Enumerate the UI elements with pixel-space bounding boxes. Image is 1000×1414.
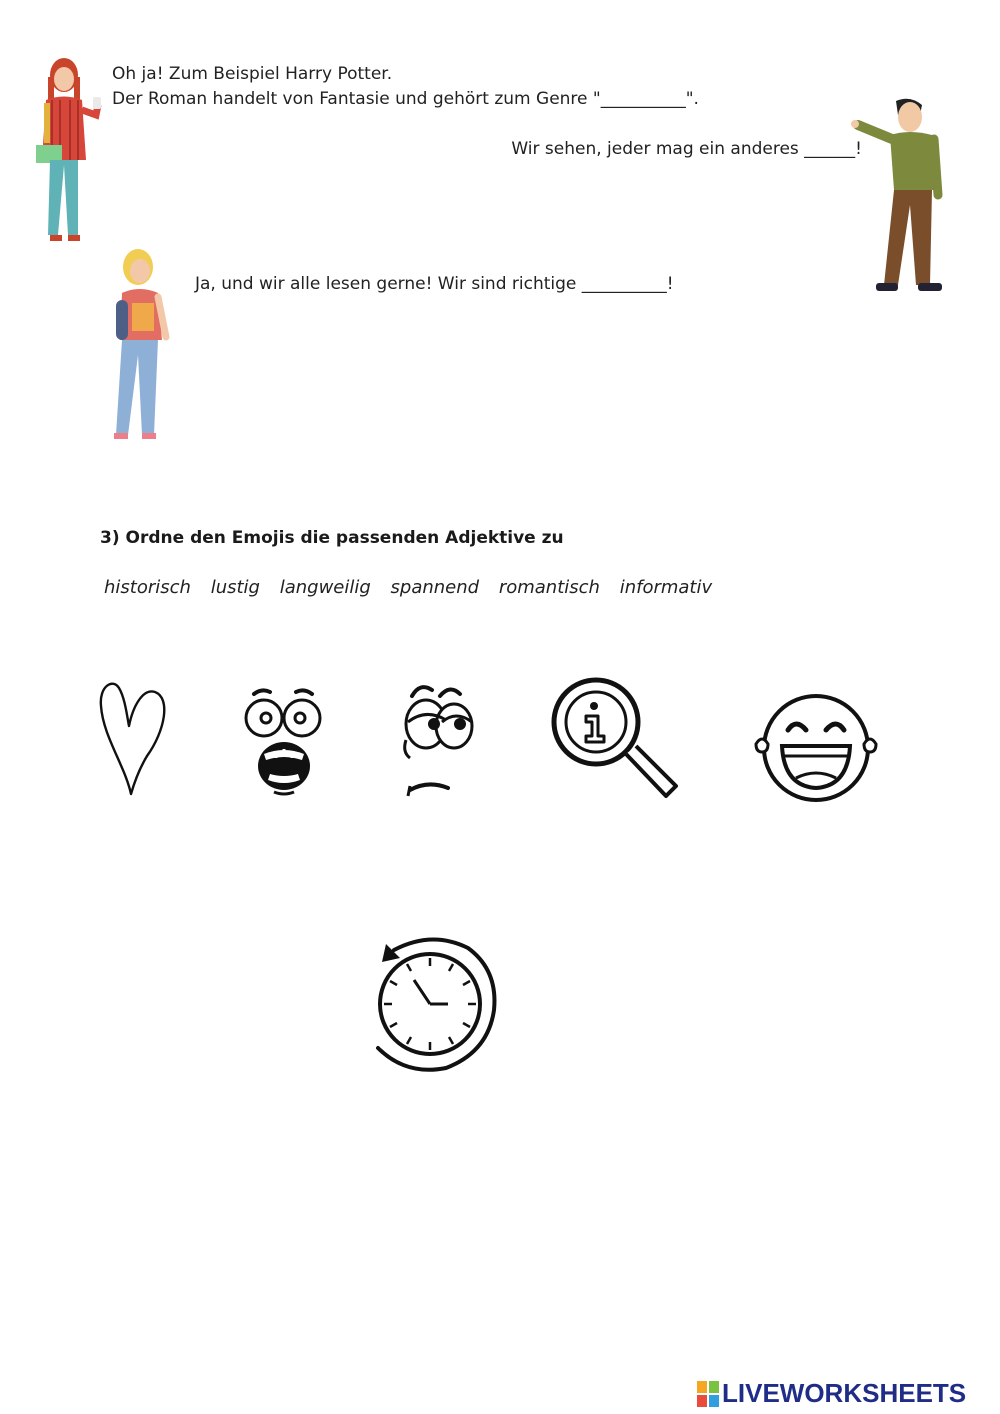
heart-icon	[95, 676, 173, 801]
dialogue-line-1: Oh ja! Zum Beispiel Harry Potter.	[112, 64, 393, 84]
dialogue-line-3: Wir sehen, jeder mag ein anderes ______!	[511, 139, 862, 159]
word-lustig[interactable]: lustig	[210, 577, 260, 598]
dialogue-line-4: Ja, und wir alle lesen gerne! Wir sind richtige __________!	[195, 274, 674, 294]
bored-face-icon	[398, 682, 478, 800]
clock-history-icon	[372, 934, 500, 1076]
word-romantisch[interactable]: romantisch	[498, 577, 600, 598]
info-magnifier-icon	[550, 676, 680, 806]
word-informativ[interactable]: informativ	[619, 577, 713, 598]
word-langweilig[interactable]: langweilig	[279, 577, 371, 598]
girl-redhair-illustration	[30, 55, 105, 250]
word-bank	[104, 577, 726, 598]
word-spannend[interactable]: spannend	[390, 577, 480, 598]
brand-text: LIVEWORKSHEETS	[722, 1378, 967, 1408]
shocked-face-icon	[240, 684, 330, 799]
girl-blonde-illustration	[108, 245, 183, 445]
man-pointing-illustration	[850, 95, 950, 300]
laughing-face-icon	[752, 690, 884, 808]
logo-tiles-icon	[697, 1381, 719, 1407]
word-historisch[interactable]: historisch	[104, 577, 191, 598]
liveworksheets-logo	[697, 1378, 966, 1409]
dialogue-line-2: Der Roman handelt von Fantasie und gehört zum Genre "__________".	[112, 89, 699, 109]
task-heading: 3) Ordne den Emojis die passenden Adjektive zu	[100, 528, 564, 548]
